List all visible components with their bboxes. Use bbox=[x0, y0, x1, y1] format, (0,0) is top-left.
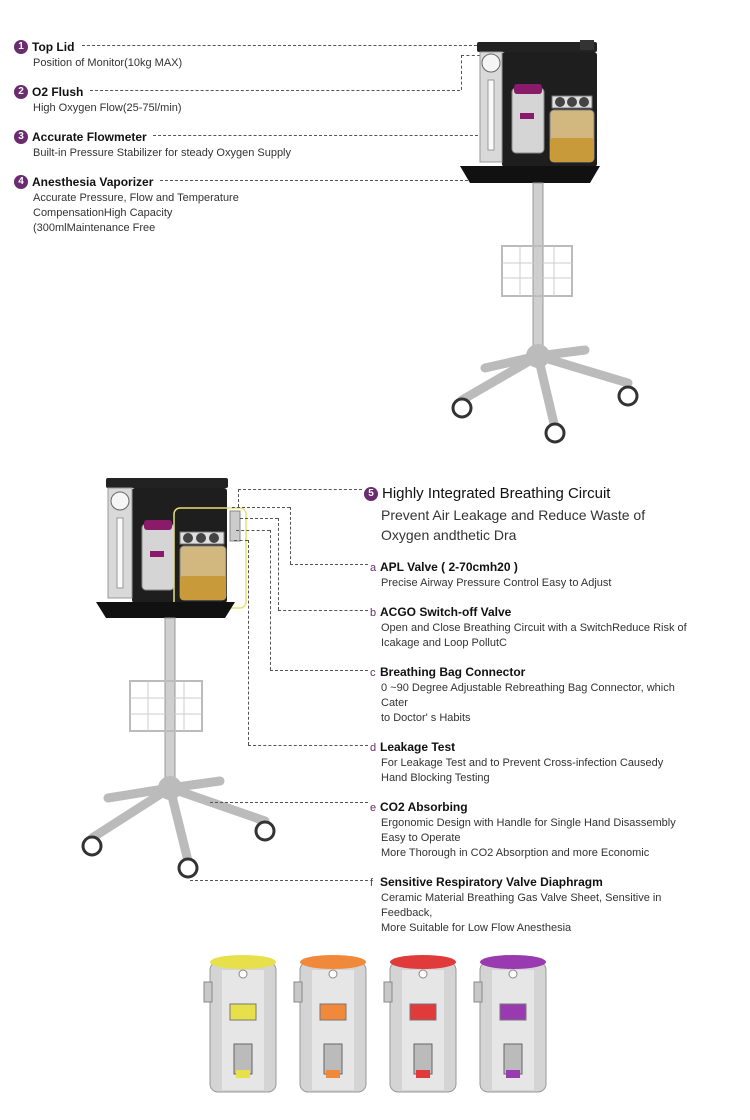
leader-line bbox=[153, 135, 488, 136]
leader-line bbox=[238, 489, 239, 507]
item-title: Breathing Bag Connector bbox=[380, 665, 526, 679]
item-desc: 0 ~90 Degree Adjustable Rebreathing Bag Connector, which Cater to Doctor' s Habits bbox=[381, 682, 675, 724]
item-letter: c bbox=[370, 667, 376, 679]
leader-line bbox=[82, 45, 487, 46]
circuit-item-bag-connector bbox=[370, 663, 740, 726]
item-title: Sensitive Respiratory Valve Diaphragm bbox=[380, 875, 603, 889]
circuit-item-valve-diaphragm bbox=[370, 873, 740, 936]
feature-title: Top Lid bbox=[32, 39, 75, 54]
leader-line bbox=[290, 507, 291, 564]
circuit-item-leakage-test bbox=[370, 738, 740, 786]
item-title: Leakage Test bbox=[380, 740, 456, 754]
leader-line bbox=[278, 610, 368, 611]
circuit-item-apl-valve bbox=[370, 558, 740, 591]
leader-line bbox=[210, 802, 368, 803]
item-desc: Ceramic Material Breathing Gas Valve Sheet, Sensitive in Feedback, More Suitable for Low Flow Anesthesia bbox=[381, 892, 662, 934]
leader-line bbox=[270, 530, 271, 670]
leader-line bbox=[270, 670, 368, 671]
circuit-number: 5 bbox=[364, 487, 378, 501]
feature-title: Anesthesia Vaporizer bbox=[32, 174, 154, 189]
item-letter: d bbox=[370, 742, 377, 754]
vaporizer-unit bbox=[294, 955, 366, 1092]
feature-desc: Built-in Pressure Stabilizer for steady Oxygen Supply bbox=[33, 147, 292, 159]
feature-title: Accurate Flowmeter bbox=[32, 129, 147, 144]
item-desc: Precise Airway Pressure Control Easy to Adjust bbox=[381, 577, 612, 589]
feature-vaporizer bbox=[14, 173, 344, 236]
item-desc: For Leakage Test and to Prevent Cross-infection Causedy Hand Blocking Testing bbox=[381, 757, 664, 784]
circuit-title-row bbox=[364, 485, 610, 502]
leader-line bbox=[290, 564, 368, 565]
feature-flowmeter bbox=[14, 128, 344, 161]
circuit-subtitle: Prevent Air Leakage and Reduce Waste of Oxygen andthetic Dra bbox=[381, 507, 646, 543]
feature-desc: Position of Monitor(10kg MAX) bbox=[33, 57, 183, 69]
item-desc: Open and Close Breathing Circuit with a SwitchReduce Risk of Icakage and Loop PollutC bbox=[381, 622, 687, 649]
feature-desc: High Oxygen Flow(25-75l/min) bbox=[33, 102, 182, 114]
circuit-item-acgo-valve bbox=[370, 603, 740, 651]
item-letter: b bbox=[370, 607, 377, 619]
vaporizer-unit bbox=[474, 955, 546, 1092]
feature-desc: Accurate Pressure, Flow and Temperature CompensationHigh Capacity (300mlMaintenance Free bbox=[33, 192, 239, 234]
leader-line bbox=[234, 540, 248, 541]
leader-line bbox=[240, 518, 278, 519]
leader-line bbox=[248, 540, 249, 745]
vaporizer-unit bbox=[204, 955, 276, 1092]
feature-number: 3 bbox=[14, 130, 28, 144]
vaporizer-variants-image bbox=[200, 952, 560, 1102]
leader-line bbox=[90, 90, 460, 91]
feature-number: 2 bbox=[14, 85, 28, 99]
item-desc: Ergonomic Design with Handle for Single Hand Disassembly Easy to Operate More Thorough in CO2 Absorption and more Economic bbox=[381, 817, 676, 859]
vaporizer-unit bbox=[384, 955, 456, 1092]
leader-line bbox=[238, 489, 362, 490]
leader-line bbox=[190, 880, 368, 881]
item-title: ACGO Switch-off Valve bbox=[380, 605, 512, 619]
leader-line bbox=[236, 530, 270, 531]
feature-top-lid bbox=[14, 38, 344, 71]
circuit-title: Highly Integrated Breathing Circuit bbox=[382, 485, 611, 502]
item-letter: f bbox=[370, 877, 374, 889]
feature-title: O2 Flush bbox=[32, 84, 84, 99]
leader-line bbox=[278, 518, 279, 610]
feature-number: 1 bbox=[14, 40, 28, 54]
circuit-item-co2-absorbing bbox=[370, 798, 740, 861]
item-title: APL Valve ( 2-70cmh20 ) bbox=[380, 560, 518, 574]
breathing-circuit-machine-image bbox=[70, 476, 290, 886]
feature-number: 4 bbox=[14, 175, 28, 189]
feature-o2-flush bbox=[14, 83, 344, 116]
anesthesia-machine-image bbox=[440, 38, 650, 448]
item-letter: a bbox=[370, 562, 377, 574]
leader-line bbox=[232, 507, 290, 508]
item-title: CO2 Absorbing bbox=[380, 800, 468, 814]
item-letter: e bbox=[370, 802, 377, 814]
leader-line bbox=[248, 745, 368, 746]
